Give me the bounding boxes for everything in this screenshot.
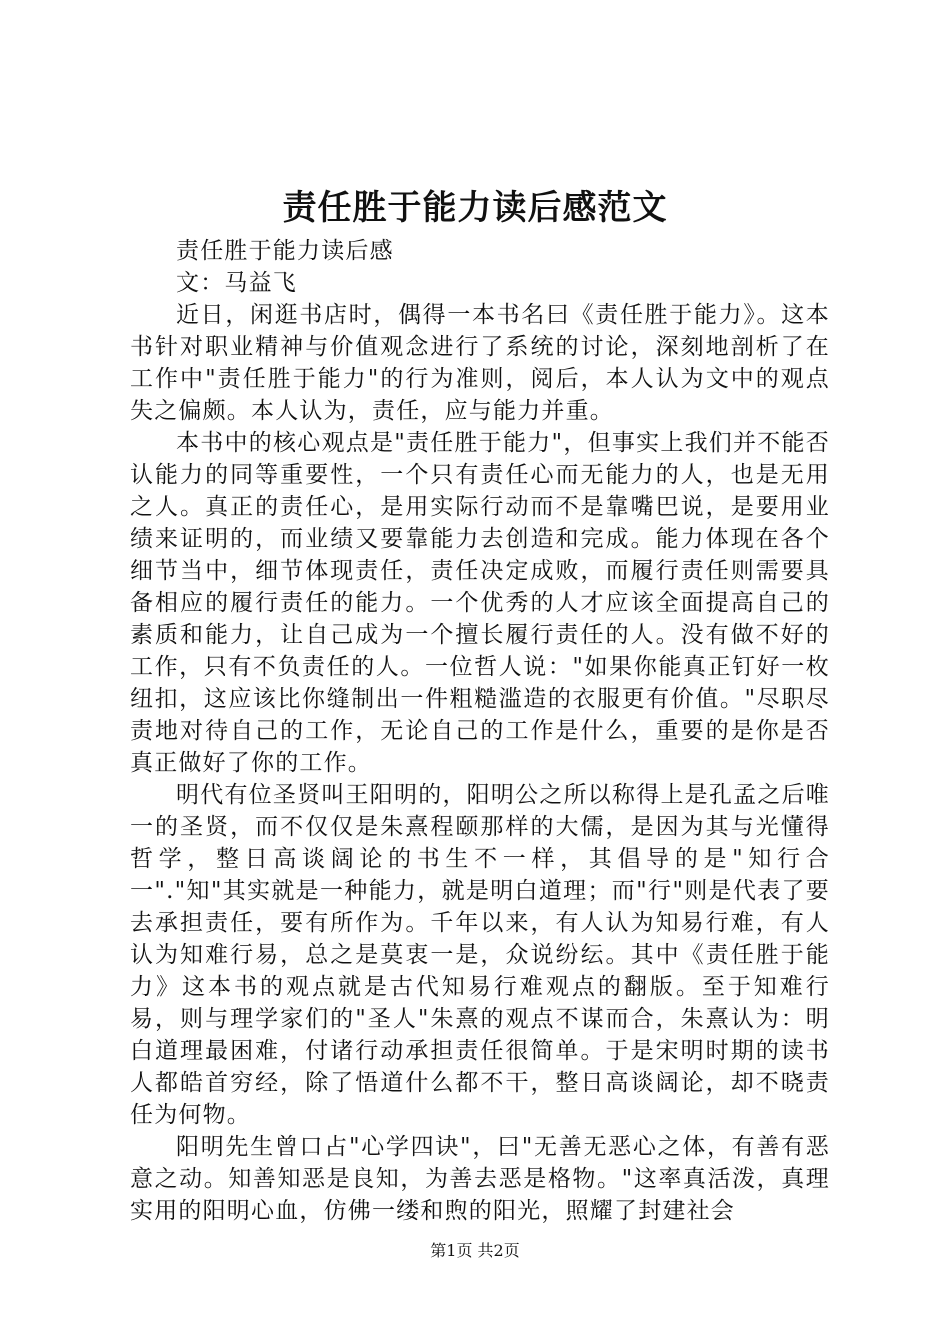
- author-paragraph: 文：马益飞: [176, 270, 297, 296]
- body-paragraph: 明代有位圣贤叫王阳明的，阳明公之所以称得上是孔孟之后唯一的圣贤，而不仅仅是朱熹程颐那样的大儒，是因为其与光懂得哲学，整日高谈阔论的书生不一样，其倡导的是"知行合一"."知"其实就是一种能力，就是明白道理；而"行"则是代表了要去承担责任，要有所作为。千年以来，有人认为知易行难，有人认为知难行易，总之是莫衷一是，众说纷纭。其中《责任胜于能力》这本书的观点就是古代知易行难观点的翻版。至于知难行易，则与理学家们的"圣人"朱熹的观点不谋而合，朱熹认为：明白道理最困难，付诸行动承担责任很简单。于是宋明时期的读书人都皓首穷经，除了悟道什么都不干，整日高谈阔论，却不晓责任为何物。: [130, 782, 830, 1128]
- body-paragraph: 阳明先生曾口占"心学四诀"，曰"无善无恶心之体，有善有恶意之动。知善知恶是良知，为善去恶是格物。"这率真活泼，真理实用的阳明心血，仿佛一缕和煦的阳光，照耀了封建社会: [130, 1134, 830, 1224]
- document-title: 责任胜于能力读后感范文: [282, 188, 668, 228]
- body-paragraph: 本书中的核心观点是"责任胜于能力"，但事实上我们并不能否认能力的同等重要性，一个只有责任心而无能力的人，也是无用之人。真正的责任心，是用实际行动而不是靠嘴巴说，是要用业绩来证明的，而业绩又要靠能力去创造和完成。能力体现在各个细节当中，细节体现责任，责任决定成败，而履行责任则需要具备相应的履行责任的能力。一个优秀的人才应该全面提高自己的素质和能力，让自己成为一个擅长履行责任的人。没有做不好的工作，只有不负责任的人。一位哲人说："如果你能真正钉好一枚纽扣，这应该比你缝制出一件粗糙滥造的衣服更有价值。"尽职尽责地对待自己的工作，无论自己的工作是什么，重要的是你是否真正做好了你的工作。: [130, 430, 830, 776]
- document-body: [130, 235, 830, 1227]
- page-number-footer: 第1页 共2页: [430, 1241, 520, 1260]
- body-paragraph: 近日，闲逛书店时，偶得一本书名曰《责任胜于能力》。这本书针对职业精神与价值观念进行了系统的讨论，深刻地剖析了在工作中"责任胜于能力"的行为准则，阅后，本人认为文中的观点失之偏颇。本人认为，责任，应与能力并重。: [130, 302, 830, 424]
- subtitle-paragraph: 责任胜于能力读后感: [176, 238, 394, 264]
